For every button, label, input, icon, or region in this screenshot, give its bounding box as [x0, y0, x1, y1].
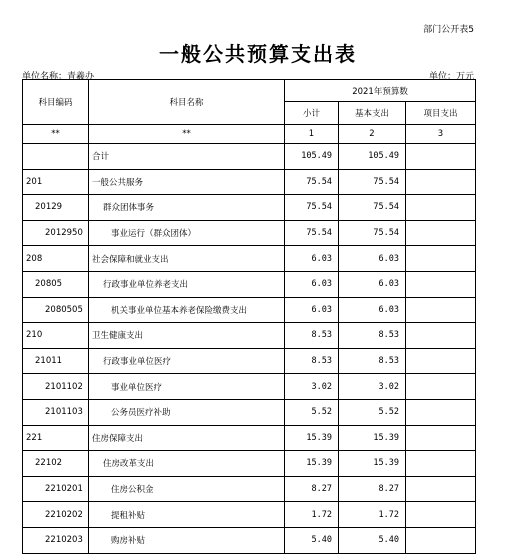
header-project: 项目支出 [406, 102, 476, 125]
cell-project [406, 348, 476, 374]
table-row [23, 144, 476, 170]
header-subtotal: 小计 [285, 102, 339, 125]
table-row [23, 348, 476, 374]
cell-subtotal: 75.54 [285, 169, 339, 195]
cell-code: 210 [23, 323, 89, 349]
header-budget: 2021年预算数 [285, 80, 476, 102]
cell-subtotal: 75.54 [285, 195, 339, 221]
cell-code: 2210202 [23, 502, 89, 528]
cell-code: 22102 [23, 451, 89, 477]
cell-code: 20805 [23, 271, 89, 297]
cell-name: 事业单位医疗 [89, 374, 285, 400]
cell-project [406, 425, 476, 451]
table-row [23, 425, 476, 451]
table-row [23, 297, 476, 323]
cell-basic: 75.54 [339, 195, 406, 221]
table-row [23, 451, 476, 477]
cell-name: 机关事业单位基本养老保险缴费支出 [89, 297, 285, 323]
cell-basic: 75.54 [339, 169, 406, 195]
header-basic: 基本支出 [339, 102, 406, 125]
cell-code: 2210203 [23, 527, 89, 553]
table-row [23, 169, 476, 195]
page-title: 一般公共预算支出表 [159, 42, 357, 66]
table-row [23, 374, 476, 400]
index-code: ** [23, 125, 89, 144]
cell-subtotal: 5.40 [285, 527, 339, 553]
cell-name: 住房保障支出 [89, 425, 285, 451]
cell-code: 2210201 [23, 476, 89, 502]
cell-name: 合计 [89, 144, 285, 170]
cell-subtotal: 1.72 [285, 502, 339, 528]
cell-basic: 6.03 [339, 297, 406, 323]
cell-name: 一般公共服务 [89, 169, 285, 195]
unit-of-measure: 单位：万元 [428, 72, 474, 82]
cell-code [23, 144, 89, 170]
table-row [23, 220, 476, 246]
cell-basic: 105.49 [339, 144, 406, 170]
cell-project [406, 451, 476, 477]
table-row [23, 476, 476, 502]
table-row [23, 399, 476, 425]
cell-project [406, 195, 476, 221]
table-row [23, 195, 476, 221]
budget-table [22, 79, 476, 554]
cell-subtotal: 75.54 [285, 220, 339, 246]
unit-name: 单位名称：青羲办 [22, 72, 95, 82]
index-basic: 2 [339, 125, 406, 144]
cell-project [406, 527, 476, 553]
cell-code: 208 [23, 246, 89, 272]
cell-project [406, 502, 476, 528]
index-subtotal: 1 [285, 125, 339, 144]
cell-name: 事业运行（群众团体） [89, 220, 285, 246]
cell-name: 提租补贴 [89, 502, 285, 528]
cell-subtotal: 6.03 [285, 297, 339, 323]
cell-subtotal: 6.03 [285, 246, 339, 272]
cell-basic: 75.54 [339, 220, 406, 246]
cell-basic: 15.39 [339, 425, 406, 451]
cell-basic: 8.27 [339, 476, 406, 502]
header-code: 科目编码 [23, 80, 89, 125]
cell-code: 21011 [23, 348, 89, 374]
cell-basic: 1.72 [339, 502, 406, 528]
cell-name: 行政事业单位医疗 [89, 348, 285, 374]
cell-project [406, 169, 476, 195]
cell-code: 221 [23, 425, 89, 451]
form-number: 部门公开表5 [423, 25, 474, 35]
cell-project [406, 476, 476, 502]
cell-code: 20129 [23, 195, 89, 221]
table-row [23, 323, 476, 349]
cell-project [406, 144, 476, 170]
cell-name: 群众团体事务 [89, 195, 285, 221]
cell-subtotal: 3.02 [285, 374, 339, 400]
cell-name: 住房公积金 [89, 476, 285, 502]
cell-subtotal: 15.39 [285, 425, 339, 451]
table-row [23, 246, 476, 272]
cell-project [406, 297, 476, 323]
table-row [23, 502, 476, 528]
cell-basic: 8.53 [339, 323, 406, 349]
index-name: ** [89, 125, 285, 144]
cell-project [406, 220, 476, 246]
cell-subtotal: 8.53 [285, 323, 339, 349]
cell-code: 201 [23, 169, 89, 195]
cell-name: 公务员医疗补助 [89, 399, 285, 425]
cell-project [406, 271, 476, 297]
cell-basic: 6.03 [339, 271, 406, 297]
cell-subtotal: 6.03 [285, 271, 339, 297]
cell-name: 卫生健康支出 [89, 323, 285, 349]
table-row [23, 527, 476, 553]
cell-subtotal: 15.39 [285, 451, 339, 477]
cell-basic: 15.39 [339, 451, 406, 477]
table-row [23, 271, 476, 297]
index-project: 3 [406, 125, 476, 144]
cell-name: 购房补贴 [89, 527, 285, 553]
cell-project [406, 374, 476, 400]
cell-name: 行政事业单位养老支出 [89, 271, 285, 297]
cell-subtotal: 8.53 [285, 348, 339, 374]
header-name: 科目名称 [89, 80, 285, 125]
cell-name: 社会保障和就业支出 [89, 246, 285, 272]
cell-code: 2101103 [23, 399, 89, 425]
cell-basic: 5.40 [339, 527, 406, 553]
cell-code: 2080505 [23, 297, 89, 323]
cell-basic: 3.02 [339, 374, 406, 400]
cell-name: 住房改革支出 [89, 451, 285, 477]
cell-basic: 6.03 [339, 246, 406, 272]
cell-basic: 5.52 [339, 399, 406, 425]
cell-subtotal: 105.49 [285, 144, 339, 170]
cell-basic: 8.53 [339, 348, 406, 374]
cell-code: 2101102 [23, 374, 89, 400]
cell-project [406, 399, 476, 425]
cell-project [406, 246, 476, 272]
cell-subtotal: 5.52 [285, 399, 339, 425]
cell-subtotal: 8.27 [285, 476, 339, 502]
cell-code: 2012950 [23, 220, 89, 246]
cell-project [406, 323, 476, 349]
